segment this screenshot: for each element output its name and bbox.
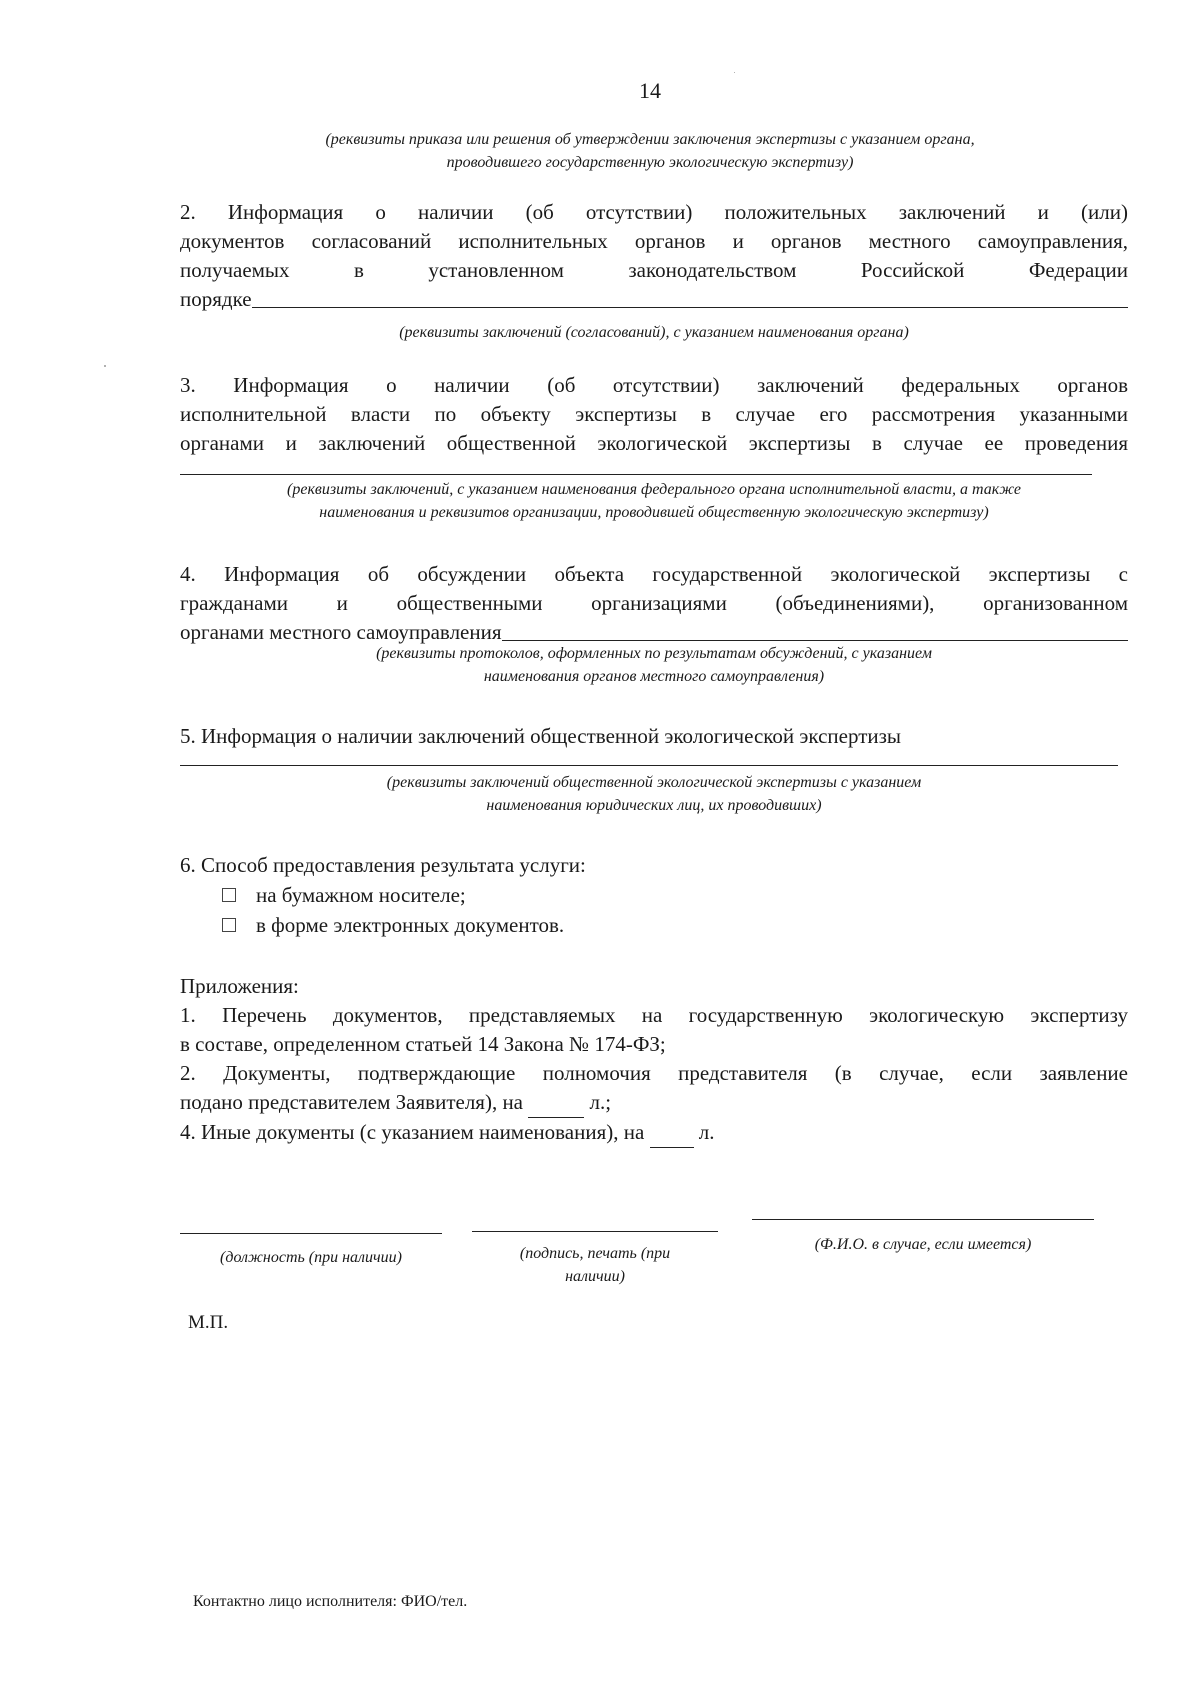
attachment-4-prefix: 4. Иные документы (с указанием наименования), на bbox=[180, 1120, 645, 1144]
item-4-line3-prefix: органами местного самоуправления bbox=[180, 620, 502, 644]
option-electronic[interactable] bbox=[222, 911, 564, 940]
option-paper-label: на бумажном носителе; bbox=[256, 883, 466, 907]
item-4-line2: гражданами и общественными организациями (объединениями), организованном bbox=[180, 591, 1128, 615]
item-4-line1: 4. Информация об обсуждении объекта государственной экологической экспертизы с bbox=[180, 562, 1128, 586]
item-2-caption: (реквизиты заключений (согласований), с указанием наименования органа) bbox=[399, 324, 909, 341]
item-2-line3: получаемых в установленном законодательством Российской Федерации bbox=[180, 258, 1128, 282]
attachment-1-line2: в составе, определенном статьей 14 Закона № 174-ФЗ; bbox=[180, 1032, 666, 1056]
item-3-caption-line2: наименования и реквизитов организации, проводившей общественную экологическую экспертизу) bbox=[319, 504, 989, 521]
attachment-2-line1: 2. Документы, подтверждающие полномочия представителя (в случае, если заявление bbox=[180, 1061, 1128, 1085]
contact-footer: Контактно лицо исполнителя: ФИО/тел. bbox=[193, 1593, 468, 1610]
item-5-caption-line1: (реквизиты заключений общественной экологической экспертизы с указанием bbox=[386, 774, 922, 791]
item-2-line4-prefix: порядке bbox=[180, 287, 252, 311]
item-4-caption-line2: наименования органов местного самоуправления) bbox=[483, 668, 825, 685]
checkbox-paper[interactable] bbox=[222, 888, 236, 902]
top-caption-line2: проводившего государственную экологическую экспертизу) bbox=[446, 154, 854, 171]
name-line bbox=[752, 1219, 1094, 1220]
attachment-1-line1: 1. Перечень документов, представляемых на государственную экологическую экспертизу bbox=[180, 1003, 1128, 1027]
option-electronic-label: в форме электронных документов. bbox=[256, 913, 565, 937]
item-3-line1: 3. Информация о наличии (об отсутствии) заключений федеральных органов bbox=[180, 373, 1128, 397]
signature-line bbox=[472, 1231, 718, 1232]
signature-caption bbox=[472, 1242, 718, 1288]
attachment-4-line bbox=[180, 1118, 1128, 1148]
name-caption: (Ф.И.О. в случае, если имеется) bbox=[814, 1236, 1032, 1253]
top-caption bbox=[180, 128, 1120, 174]
attachment-2-prefix: подано представителем Заявителя), на bbox=[180, 1090, 524, 1114]
item-3-fill-line bbox=[180, 474, 1092, 475]
signature-caption-line2: наличии) bbox=[565, 1268, 625, 1285]
checkbox-electronic[interactable] bbox=[222, 918, 236, 932]
attachment-4-suffix: л. bbox=[698, 1120, 715, 1144]
item-3-line2: исполнительной власти по объекту экспертизы в случае его рассмотрения указанными bbox=[180, 402, 1128, 426]
item-2-line2: документов согласований исполнительных органов и органов местного самоуправления, bbox=[180, 229, 1128, 253]
item-5-fill-line bbox=[180, 765, 1118, 766]
attachment-2-suffix: л.; bbox=[589, 1090, 612, 1114]
item-5-line1: 5. Информация о наличии заключений общественной экологической экспертизы bbox=[180, 724, 902, 748]
item-4-caption-line1: (реквизиты протоколов, оформленных по результатам обсуждений, с указанием bbox=[376, 645, 932, 662]
item-3-caption bbox=[180, 478, 1128, 524]
attachment-4-sheets-blank bbox=[650, 1118, 694, 1148]
item-4 bbox=[180, 560, 1128, 647]
position-caption: (должность (при наличии) bbox=[220, 1249, 402, 1266]
item-4-fill-line bbox=[502, 640, 1128, 641]
item-2-fill-line bbox=[252, 307, 1128, 308]
seal-mark: М.П. bbox=[188, 1312, 229, 1333]
attachments bbox=[180, 972, 1128, 1148]
item-3-line3: органами и заключений общественной экологической экспертизы в случае ее проведения bbox=[180, 431, 1128, 455]
item-4-caption bbox=[180, 642, 1128, 688]
page-number: 14 bbox=[639, 78, 661, 103]
signature-caption-line1: (подпись, печать (при bbox=[519, 1245, 671, 1262]
scan-speck bbox=[734, 72, 735, 73]
attachment-2-line2 bbox=[180, 1088, 1128, 1118]
attachments-title: Приложения: bbox=[180, 974, 299, 998]
item-2-line4 bbox=[180, 285, 1128, 314]
item-2-line1: 2. Информация о наличии (об отсутствии) положительных заключений и (или) bbox=[180, 200, 1128, 224]
item-2 bbox=[180, 198, 1128, 314]
item-3-caption-line1: (реквизиты заключений, с указанием наименования федерального органа исполнительной власти, а также bbox=[287, 481, 1021, 498]
item-3 bbox=[180, 371, 1128, 458]
item-6-title: 6. Способ предоставления результата услуги: bbox=[180, 853, 586, 877]
item-5-caption-line2: наименования юридических лиц, их проводивших) bbox=[486, 797, 822, 814]
scan-speck bbox=[104, 365, 106, 367]
attachment-2-sheets-blank bbox=[528, 1088, 584, 1118]
position-line bbox=[180, 1233, 442, 1234]
top-caption-line1: (реквизиты приказа или решения об утверждении заключения экспертизы с указанием органа, bbox=[325, 131, 975, 148]
option-paper[interactable] bbox=[222, 881, 466, 910]
item-5-caption bbox=[180, 771, 1128, 817]
